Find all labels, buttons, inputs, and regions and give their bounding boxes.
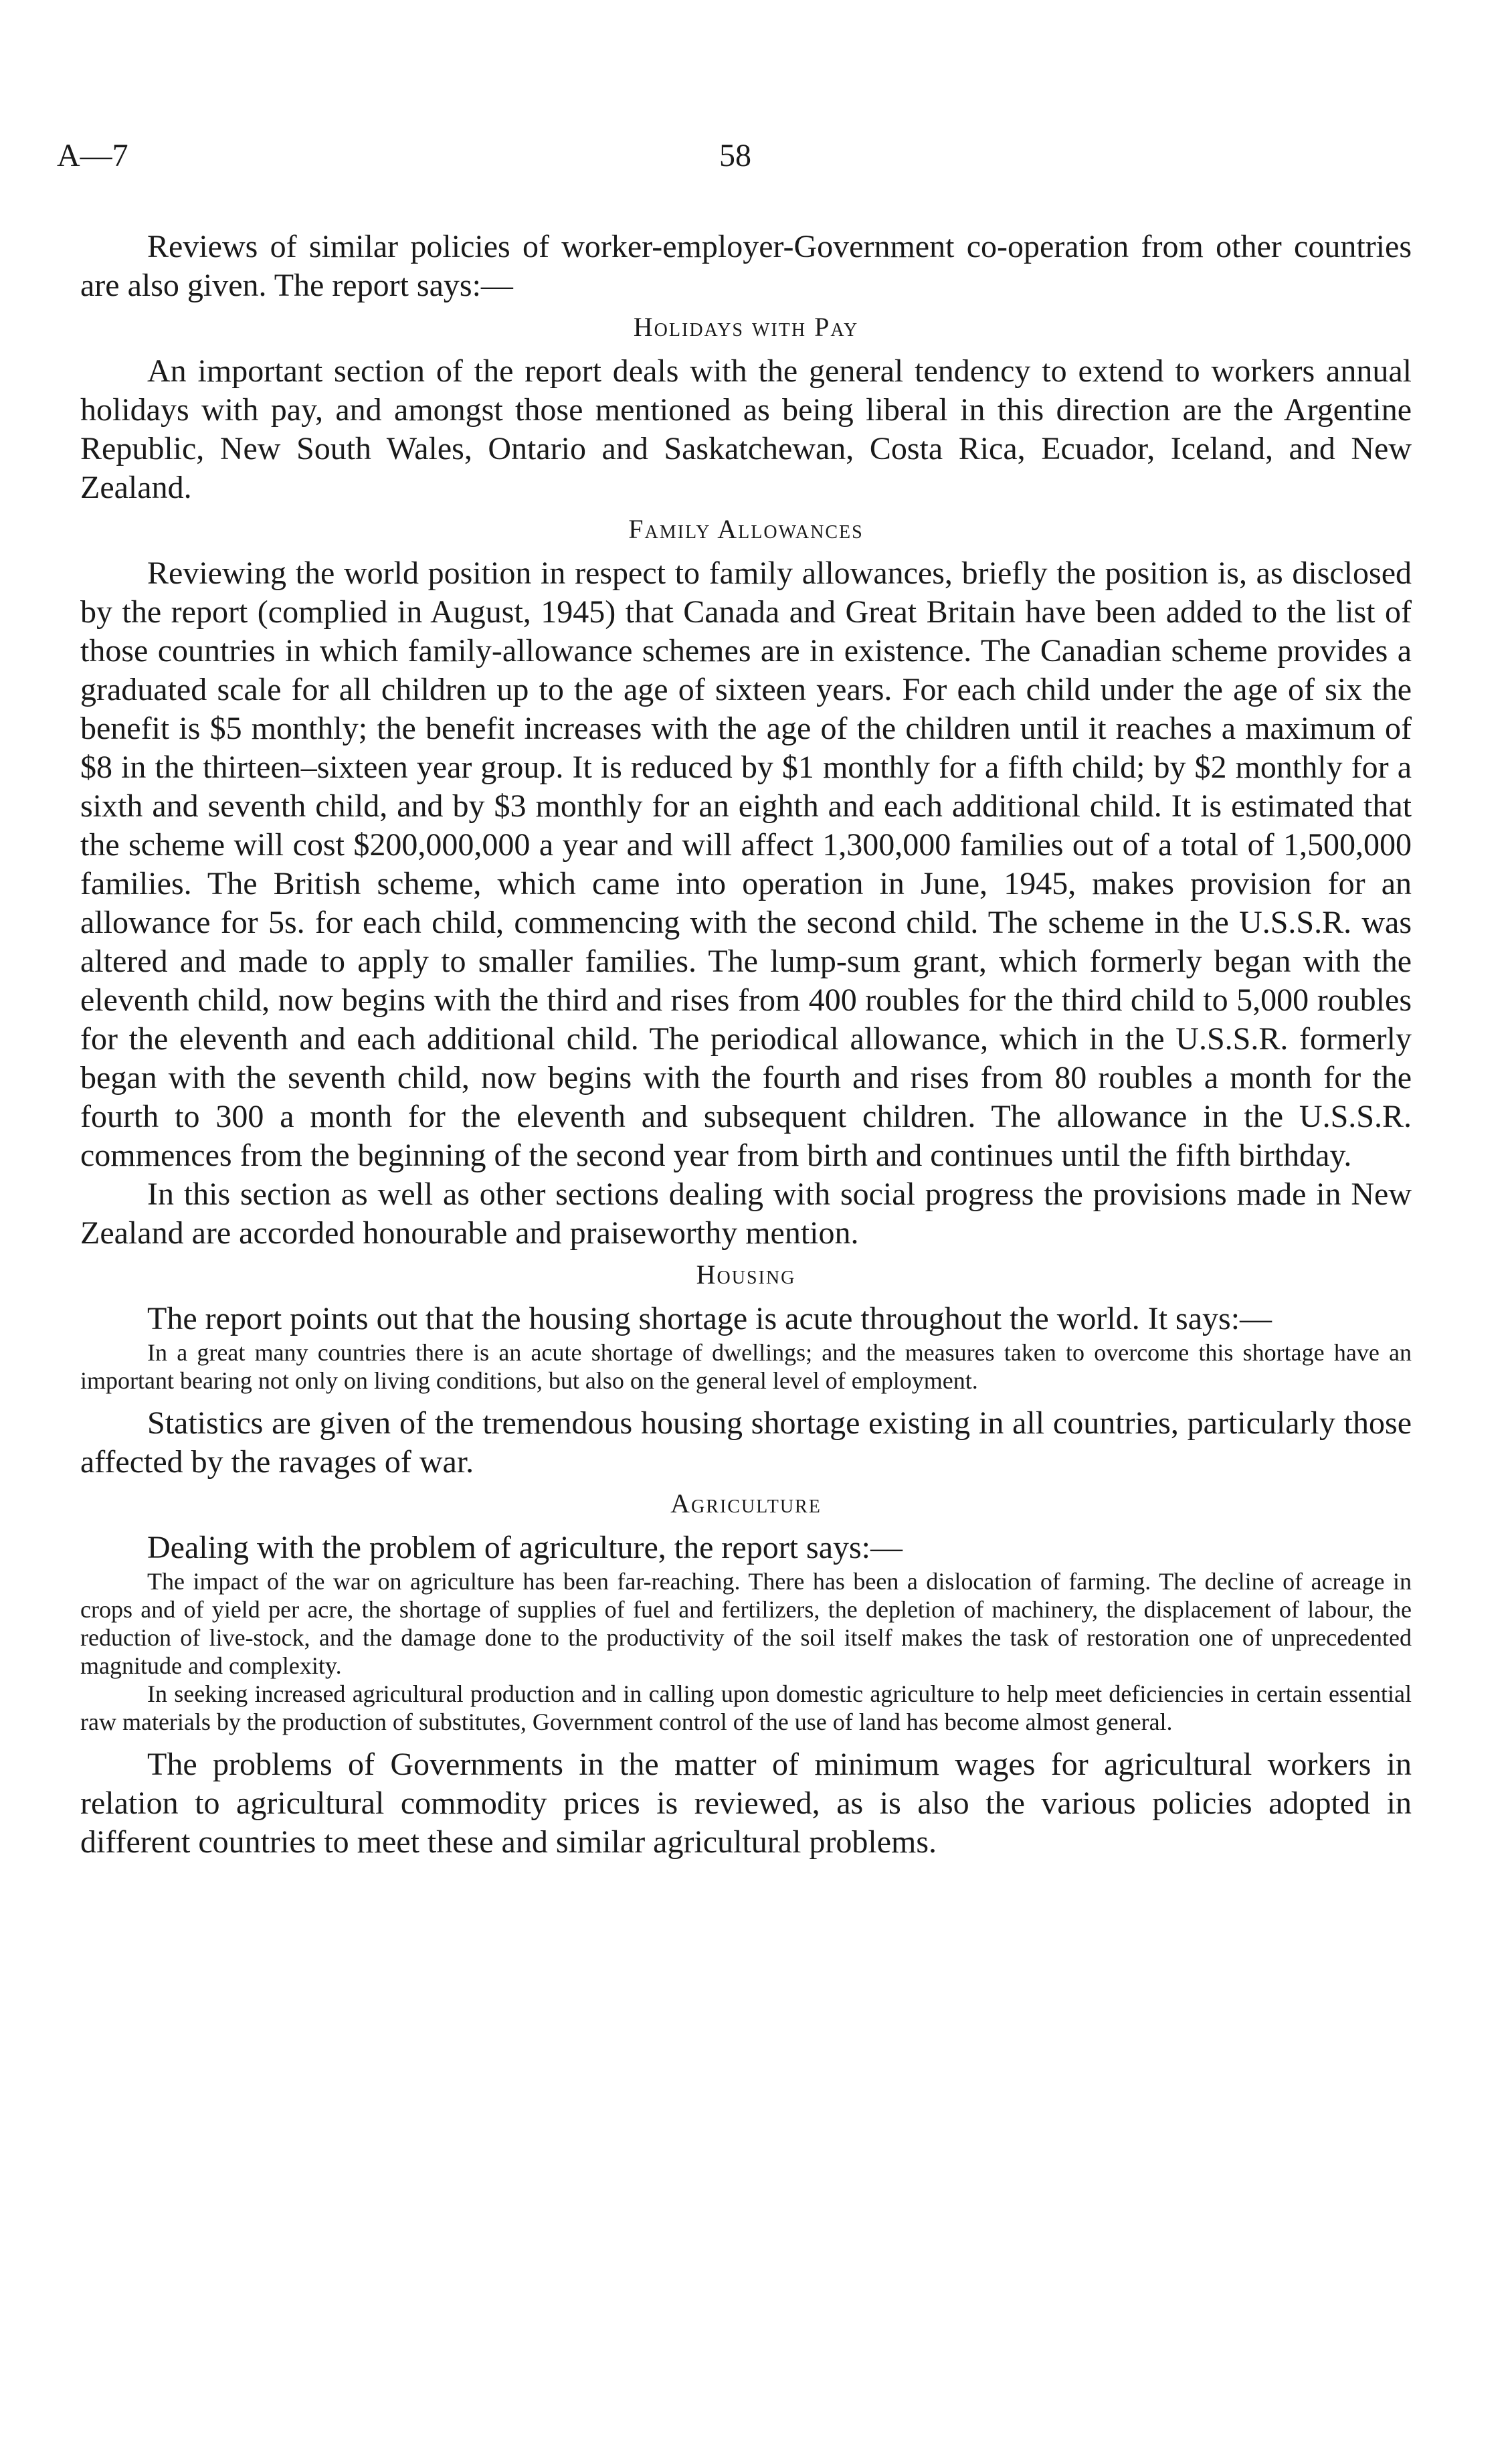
page-number: 58 [719,138,751,173]
family-allowances-paragraph: Reviewing the world position in respect to family allowances, briefly the position is, as disclosed by the report (complied in August, 1945) that Canada and Great Britain have been added to the list of those countries in which family-allowance schemes are in existence. The Canadian scheme provides a graduated scale for all children up to the age of sixteen years. For each child under the age of six the benefit is $5 monthly; the benefit increases with the age of the children until it reaches a maximum of $8 in the thirteen–sixteen year group. It is reduced by $1 monthly for a fifth child; by $2 monthly for a sixth and seventh child, and by $3 monthly for an eighth and each additional child. It is estimated that the scheme will cost $200,000,000 a year and will affect 1,300,000 families out of a total of 1,500,000 families. The British scheme, which came into operation in June, 1945, makes provision for an allowance for 5s. for each child, commencing with the second child. The scheme in the U.S.S.R. was altered and made to apply to smaller families. The lump-sum grant, which formerly began with the eleventh child, now begins with the third and rises from 400 roubles for the third child to 5,000 roubles for the eleventh and each additional child. The periodical allowance, which in the U.S.S.R. formerly began with the seventh child, now begins with the fourth and rises from 80 roubles a month for the fourth to 300 a month for the eleventh and subsequent children. The allowance in the U.S.S.R. commences from the beginning of the second year from birth and continues until the fifth birthday. [80,555,1412,1173]
housing-paragraph-2: Statistics are given of the tremendous housing shortage existing in all countries, particularly those affected by the ravages of war. [80,1405,1412,1480]
housing-quote: In a great many countries there is an acute shortage of dwellings; and the measures taken to overcome this shortage have an important bearing not only on living conditions, but also on the general level of employment. [80,1339,1412,1394]
family-allowances-paragraph-2: In this section as well as other sections dealing with social progress the provisions made in New Zealand are accorded honourable and praiseworthy mention. [80,1176,1412,1251]
document-code: A—7 [57,138,128,173]
agriculture-heading: Agriculture [670,1488,822,1518]
agriculture-paragraph: Dealing with the problem of agriculture, the report says:— [147,1530,903,1565]
agriculture-quote-2: In seeking increased agricultural production and in calling upon domestic agriculture to help meet deficiencies in certain essential raw materials by the production of substitutes, Government control of the use of land has become almost general. [80,1680,1412,1735]
body-text [80,228,1412,1862]
housing-heading: Housing [696,1259,796,1290]
page-header [57,137,1448,184]
housing-paragraph: The report points out that the housing shortage is acute throughout the world. It says:— [147,1301,1272,1336]
agriculture-quote-1: The impact of the war on agriculture has been far-reaching. There has been a dislocation of farming. The decline of acreage in crops and of yield per acre, the shortage of supplies of fuel and fertilizers, the depletion of machinery, the displacement of labour, the reduction of live-stock, and the damage done to the productivity of the soil itself makes the task of restoration one of unprecedented magnitude and complexity. [80,1568,1412,1679]
holidays-paragraph: An important section of the report deals with the general tendency to extend to workers annual holidays with pay, and amongst those mentioned as being liberal in this direction are the Argentine Republic, New South Wales, Ontario and Saskatchewan, Costa Rica, Ecuador, Iceland, and New Zealand. [80,353,1412,505]
holidays-heading: Holidays with Pay [633,312,859,342]
family-allowances-heading: Family Allowances [628,514,864,544]
intro-paragraph: Reviews of similar policies of worker-employer-Government co-operation from other countries are also given. The report says:— [80,229,1412,303]
agriculture-paragraph-2: The problems of Governments in the matter of minimum wages for agricultural workers in relation to agricultural commodity prices is reviewed, as is also the various policies adopted in different countries to meet these and similar agricultural problems. [80,1747,1412,1860]
